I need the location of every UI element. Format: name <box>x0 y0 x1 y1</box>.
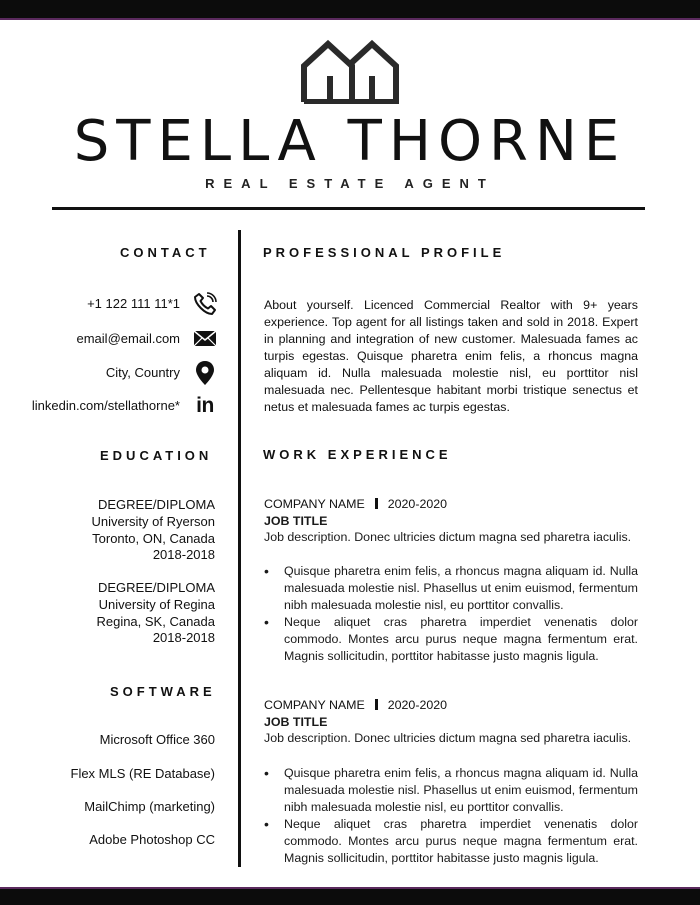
phone-icon <box>193 292 217 316</box>
house-outline-icon <box>300 38 400 104</box>
list-item: • Neque aliquet cras pharetra imperdiet venenatis dolor commodo. Montes arcu purus neque magna fermentum erat. Magnis sollicitudin, porttitor habitasse justo magnis ligula. <box>264 816 638 867</box>
job-company: COMPANY NAME <box>264 497 365 511</box>
education-location: Regina, SK, Canada <box>96 613 215 629</box>
job-company: COMPANY NAME <box>264 698 365 712</box>
resume-subtitle: REAL ESTATE AGENT <box>205 176 495 191</box>
education-entry <box>96 580 215 647</box>
education-school: University of Ryerson <box>91 513 215 529</box>
job-description: Job description. Donec ultricies dictum magna sed pharetra iaculis. <box>264 530 632 544</box>
job-title: JOB TITLE <box>264 715 328 729</box>
profile-text: About yourself. Licenced Commercial Realtor with 9+ years experience. Top agent for all listings taken and sold in 2018. Expert in planning and integration of new customer. Malesuada fames ac turpis egestas. Quisque pharetra enim felis, a rhoncus magna aliquam id. Nulla malesuada molestie nisl, eu porttitor nisl malesuada nec. Pellentesque habitant morbi tristique senectus et netus et malesuada fames ac turpis egestas. <box>264 298 638 414</box>
education-degree: DEGREE/DIPLOMA <box>97 497 215 512</box>
job-header <box>264 497 447 511</box>
resume-name: STELLA THORNE <box>73 109 627 174</box>
education-years: 2018-2018 <box>152 630 215 646</box>
list-item: • Neque aliquet cras pharetra imperdiet venenatis dolor commodo. Montes arcu purus neque magna fermentum erat. Magnis sollicitudin, porttitor habitasse justo magnis ligula. <box>264 614 638 665</box>
job-header <box>264 698 447 712</box>
linkedin-icon-label: in <box>196 394 214 417</box>
job-bullets <box>264 563 638 665</box>
contact-phone: +1 122 111 11*1 <box>87 296 180 311</box>
job-years: 2020-2020 <box>387 698 448 712</box>
column-divider <box>238 230 241 867</box>
education-heading: EDUCATION <box>100 448 213 463</box>
education-degree: DEGREE/DIPLOMA <box>97 580 215 595</box>
job-separator <box>375 498 378 509</box>
bottom-border-bar <box>0 887 700 905</box>
contact-linkedin[interactable]: linkedin.com/stellathorne* <box>31 398 180 413</box>
contact-email[interactable]: email@email.com <box>76 331 180 346</box>
experience-heading: WORK EXPERIENCE <box>263 447 452 462</box>
software-heading: SOFTWARE <box>110 684 216 699</box>
education-location: Toronto, ON, Canada <box>92 530 215 546</box>
software-item: Microsoft Office 360 <box>99 732 215 747</box>
software-item: Flex MLS (RE Database) <box>70 766 215 781</box>
education-school: University of Regina <box>98 596 215 612</box>
contact-location: City, Country <box>105 365 180 380</box>
profile-heading: PROFESSIONAL PROFILE <box>263 245 506 260</box>
education-years: 2018-2018 <box>152 547 215 563</box>
list-item: • Quisque pharetra enim felis, a rhoncus magna aliquam id. Nulla malesuada molestie nisl. Phasellus ut enim euismod, fermentum nibh malesuada molestie nisl, eu porttitor convallis. <box>264 563 638 614</box>
software-item: Adobe Photoshop CC <box>89 832 215 847</box>
education-entry <box>91 497 215 564</box>
contact-heading: CONTACT <box>120 245 211 260</box>
software-item: MailChimp (marketing) <box>84 799 215 814</box>
top-border-bar <box>0 0 700 20</box>
job-title: JOB TITLE <box>264 514 328 528</box>
job-years: 2020-2020 <box>387 497 448 511</box>
location-pin-icon <box>193 361 217 385</box>
list-item: • Quisque pharetra enim felis, a rhoncus magna aliquam id. Nulla malesuada molestie nisl. Phasellus ut enim euismod, fermentum nibh malesuada molestie nisl, eu porttitor convallis. <box>264 765 638 816</box>
job-separator <box>375 699 378 710</box>
job-bullets <box>264 765 638 867</box>
linkedin-icon <box>193 394 217 418</box>
job-description: Job description. Donec ultricies dictum magna sed pharetra iaculis. <box>264 731 632 745</box>
envelope-icon <box>193 327 217 351</box>
header-divider <box>52 207 645 210</box>
